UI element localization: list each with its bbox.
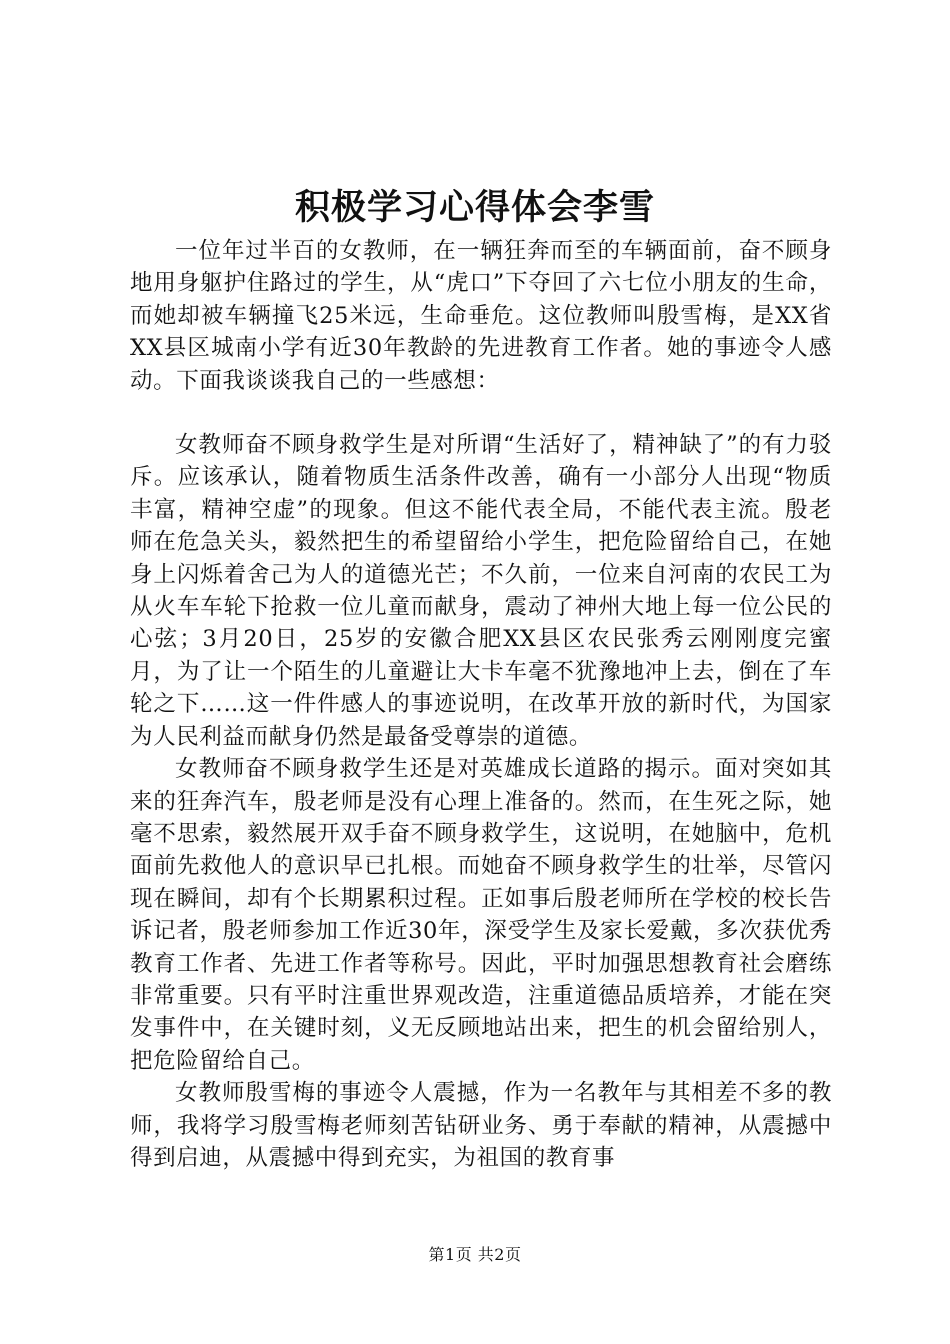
paragraph-intro: 一位年过半百的女教师，在一辆狂奔而至的车辆面前，奋不顾身地用身躯护住路过的学生，从“虎口”下夺回了六七位小朋友的生命，而她却被车辆撞飞25米远，生命垂危。这位教师叫殷雪梅，是XX省XX县区城南小学有近30年教龄的先进教育工作者。她的事迹令人感动。下面我谈谈我自己的一些感想： (130, 238, 832, 394)
page-number-footer: 第1页 共2页 (428, 1245, 522, 1264)
paragraph-conclusion: 女教师殷雪梅的事迹令人震撼，作为一名教年与其相差不多的教师，我将学习殷雪梅老师刻苦钻研业务、勇于奉献的精神，从震撼中得到启迪，从震撼中得到充实，为祖国的教育事 (130, 1080, 832, 1171)
paragraph-hero-growth: 女教师奋不顾身救学生还是对英雄成长道路的揭示。面对突如其来的狂奔汽车，殷老师是没有心理上准备的。然而，在生死之际，她毫不思索，毅然展开双手奋不顾身救学生，这说明，在她脑中，危机面前先救他人的意识早已扎根。而她奋不顾身救学生的壮举，尽管闪现在瞬间，却有个长期累积过程。正如事后殷老师所在学校的校长告诉记者，殷老师参加工作近30年，深受学生及家长爱戴，多次获优秀教育工作者、先进工作者等称号。因此，平时加强思想教育社会磨练非常重要。只有平时注重世界观改造，注重道德品质培养，才能在突发事件中，在关键时刻，义无反顾地站出来，把生的机会留给别人，把危险留给自己。 (130, 756, 832, 1074)
paragraph-moral-rebuttal: 女教师奋不顾身救学生是对所谓“生活好了，精神缺了”的有力驳斥。应该承认，随着物质生活条件改善，确有一小部分人出现“物质丰富，精神空虚”的现象。但这不能代表全局，不能代表主流。殷老师在危急关头，毅然把生的希望留给小学生，把危险留给自己，在她身上闪烁着舍己为人的道德光芒；不久前，一位来自河南的农民工为从火车车轮下抢救一位儿童而献身，震动了神州大地上每一位公民的心弦；3月20日，25岁的安徽合肥XX县区农民张秀云刚刚度完蜜月，为了让一个陌生的儿童避让大卡车毫不犹豫地冲上去，倒在了车轮之下……这一件件感人的事迹说明，在改革开放的新时代，为国家为人民利益而献身仍然是最备受尊崇的道德。 (130, 432, 832, 750)
document-body (130, 235, 832, 1174)
document-title: 积极学习心得体会李雪 (294, 188, 655, 228)
